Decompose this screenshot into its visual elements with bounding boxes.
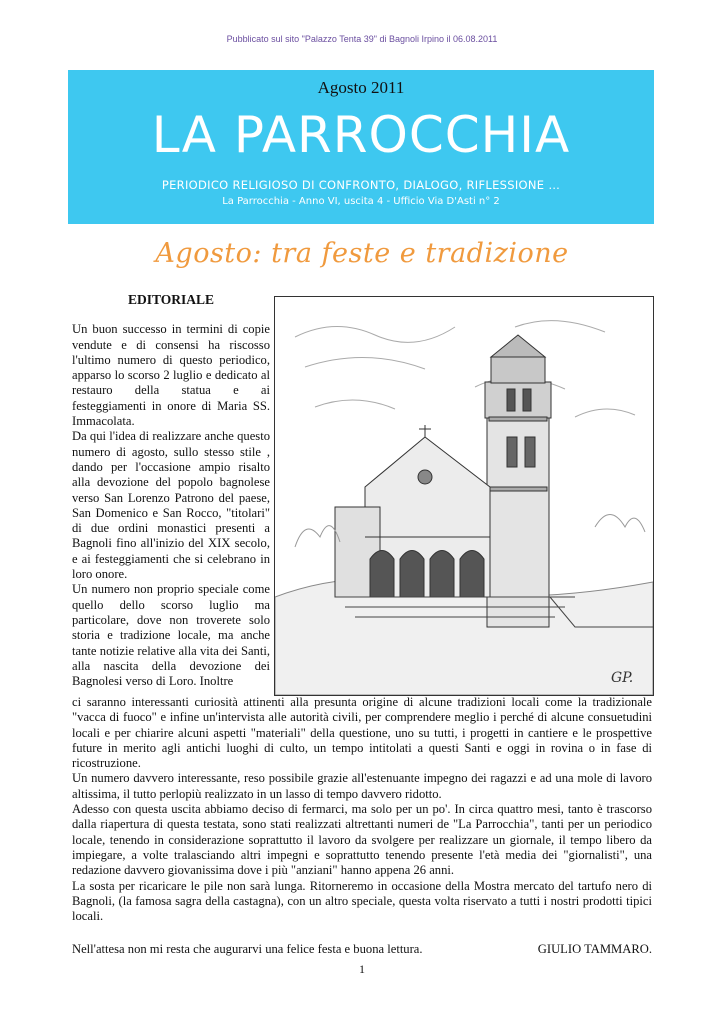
editorial-column [72, 292, 270, 689]
editorial-closing [72, 942, 652, 957]
page-number: 1 [359, 962, 365, 976]
sky-clouds [295, 321, 635, 417]
editorial-title: EDITORIALE [127, 292, 215, 307]
publication-note: Pubblicato sul sito "Palazzo Tenta 39" di Bagnoli Irpino il 06.08.2011 [226, 34, 498, 44]
headline: Agosto: tra feste e tradizione [155, 238, 569, 269]
editorial-paragraph: Un numero non proprio speciale come quello dello scorso luglio ma particolare, dove non troverete solo storia e tradizione locale, ma anche tante notizie relative alla vita dei Santi, alla nascita della devozione dei Bagnolesi verso di Loro. Inoltre [72, 582, 270, 689]
church-illustration [274, 296, 654, 696]
bell-tower [485, 335, 551, 627]
closing-text: Nell'attesa non mi resta che augurarvi una felice festa e buona lettura. [72, 942, 423, 956]
editorial-paragraph: La sosta per ricaricare le pile non sarà lunga. Ritorneremo in occasione della Mostra mercato del tartufo nero di Bagnoli, (la famosa sagra della castagna), con un altro speciale, questa volta riservato a tutti i nostri prodotti tipici locali. [72, 878, 652, 924]
editorial-paragraph: Da qui l'idea di realizzare anche questo numero di agosto, sullo stesso stile , dando per l'occasione ampio risalto alla devozione del popolo bagnolese verso San Lorenzo Patrono del paese, San Domenico e San Rocco, "titolari" di due ordini monastici presenti a Bagnoli fino all'inizio del XIX secolo, e ai festeggiamenti che si celebrano in loro onore. [72, 429, 270, 582]
editorial-paragraph: Un numero davvero interessante, reso possibile grazie all'estenuante impegno dei ragazzi e ad una mole di lavoro altissima, il tutto perlopiù realizzato in un lasso di tempo davvero ridotto. [72, 771, 652, 801]
editorial-paragraph: Un buon successo in termini di copie vendute e di consensi ha riscosso l'ultimo numero di questo periodico, apparso lo scorso 2 luglio e dedicato al restauro della statua e ai festeggiamenti in onore di Maria SS. Immacolata. [72, 322, 270, 429]
newspaper-title: LA PARROCCHIA [151, 106, 571, 164]
editorial-paragraph: ci saranno interessanti curiosità attinenti alla presunta origine di alcune tradizioni locali come la tradizionale "vacca di fuoco" e infine un'intervista alle autorità civili, per comprendere meglio i perché di alcune consuetudini locali e per chiarire alcuni aspetti "materiali" della questione, uno su tutti, i progetti in cantiere e le prospettive future in merito agli antichi luoghi di culto, un tempo intitolati a questi Santi e oggi in rovina o in fase di ricostruzione. [72, 695, 652, 771]
artist-signature: GP. [611, 670, 634, 686]
issue-info: La Parrocchia - Anno VI, uscita 4 - Ufficio Via D'Asti n° 2 [222, 196, 500, 207]
issue-date: Agosto 2011 [317, 78, 405, 97]
church-drawing [275, 297, 653, 695]
newspaper-subtitle: PERIODICO RELIGIOSO DI CONFRONTO, DIALOGO, RIFLESSIONE … [161, 178, 561, 192]
editorial-continuation [72, 695, 652, 924]
author-signature: GIULIO TAMMARO. [537, 942, 652, 956]
editorial-paragraph: Adesso con questa uscita abbiamo deciso di fermarci, ma solo per un po'. In circa quattro mesi, tanto è trascorso dalla riapertura di questa testata, sono stati realizzati altrettanti numeri de "La Parrocchia", tanti per un periodico locale, tenendo in considerazione soprattutto il lavoro da svolgere per realizzare un giornale, il tempo libero da impiegare, a volte tralasciando altri impegni e soprattutto tenendo presente l'età media dei "giornalisti", una redazione davvero giovanissima dove i più "anziani" hanno appena 26 anni. [72, 802, 652, 878]
masthead [68, 70, 654, 224]
